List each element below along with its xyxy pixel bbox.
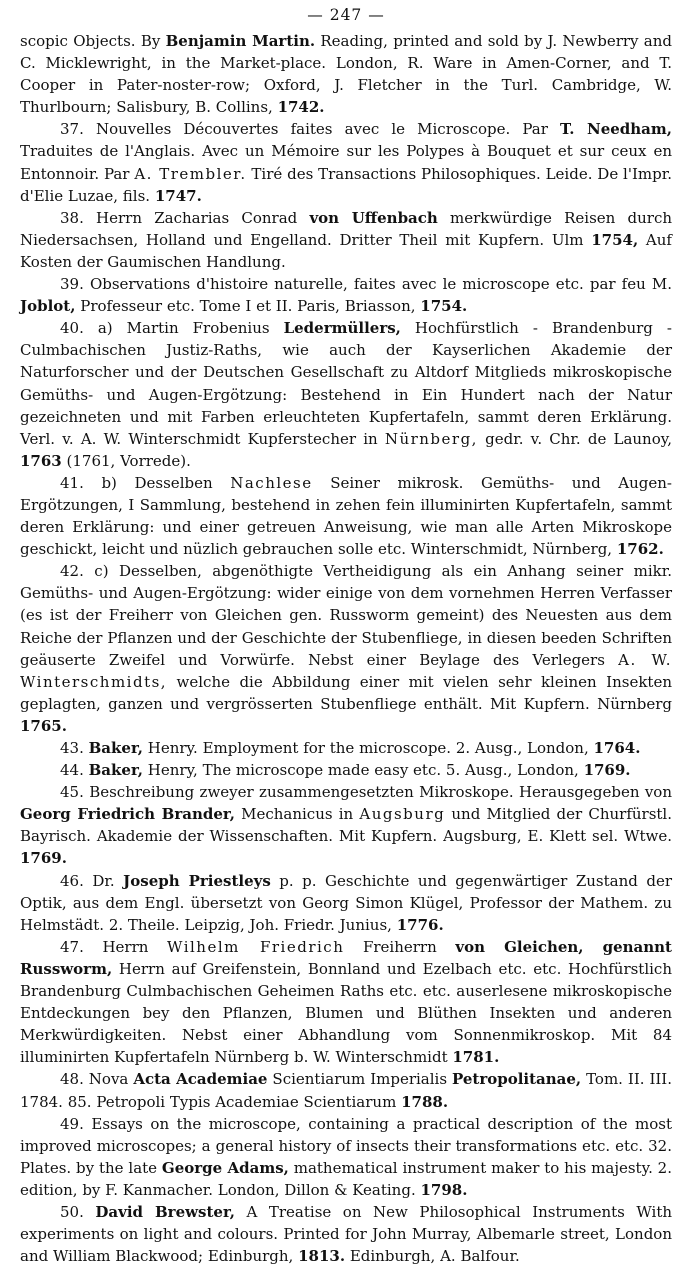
entry-text: Scientiarum Imperialis (267, 1070, 452, 1089)
bold-text: Acta Academiae (133, 1070, 268, 1089)
entry-text: Traduites de l'Anglais. Avec un Mémoire sur les Polypes à Bouquet et sur ceux en Entonnoir. Par (20, 142, 672, 183)
bold-text: David Brewster, (95, 1202, 235, 1221)
page-number-dash-right: — (362, 6, 385, 24)
bold-text: Georg Friedrich Brander, (20, 805, 235, 824)
spaced-text: Wilhelm Friedrich (167, 937, 345, 956)
entry-text: merkwürdige Reisen durch Niedersachsen, Holland und Engelland. Dritter Theil mit Kupfern. Ulm (20, 208, 673, 249)
page-number-dash-left: — (307, 6, 330, 24)
spaced-text: A. Trembler. (134, 164, 247, 183)
bold-text: 1781. (452, 1048, 500, 1067)
entry-text: Mechanicus in (234, 805, 360, 824)
entry-text: Henry. Employment for the microscope. 2. Ausg., London, (143, 739, 594, 757)
bold-text: Petropolitanae, (451, 1070, 582, 1089)
entry-text: 50. (60, 1202, 96, 1221)
bold-text: Ledermüllers, (283, 319, 401, 338)
bibliography-entry-46 (20, 870, 672, 936)
bold-text: 1769. (20, 849, 67, 868)
entry-text: Hochfürstlich - Brandenburg - Culmbachischen Justiz-Raths, wie auch der Kayserlichen Akademie der Naturforscher und der Deutschen Gesellschaft zu Altdorf Mitglieds mikroskopische Gemüths- und Augen-Ergötzung: Bestehend in Ein Hundert nach der Natur gezeichneten und mit Farben erleuchteten Kupfertafeln, sammt deren Erklärung. Verl. v. A. W. Winterschmidt Kupferstecher in (20, 319, 672, 448)
bold-text: 1769. (583, 761, 631, 780)
entry-text: 38. Herrn Zacharias Conrad (60, 208, 310, 227)
bold-text: 1747. (154, 186, 202, 205)
bold-text: Benjamin Martin. (165, 32, 316, 50)
entry-text: 49. Essays on the microscope, containing a practical description of the most improved microscopes; a general history of insects their transformations etc. etc. 32. Plates. by the late (20, 1114, 672, 1177)
entry-text: gedr. v. Chr. de Launoy, (477, 429, 672, 448)
bold-text: Baker, (88, 761, 143, 780)
bold-text: Joseph Priestleys (123, 871, 271, 890)
bibliography-entry-47 (20, 936, 672, 1069)
bibliography-entry-45 (20, 781, 672, 869)
entry-text: 37. Nouvelles Découvertes faites avec le Microscope. Par (60, 120, 560, 139)
spaced-text: Nürnberg, (384, 429, 478, 448)
bibliography-entry-48 (20, 1068, 672, 1112)
bibliography-entry-39 (20, 273, 672, 317)
bold-text: 1765. (20, 716, 67, 735)
entry-text: p. p. Geschichte und gegenwärtiger Zustand der Optik, aus dem Engl. übersetzt von Georg Simon Klügel, Professor der Mathem. zu Helmstädt. 2. Theile. Leipzig, Joh. Friedr. Junius, (20, 871, 672, 934)
bold-text: 1764. (593, 739, 641, 757)
entry-text: Tiré des Transactions Philosophiques. Leide. De l'Impr. d'Elie Luzae, fils. (20, 164, 672, 205)
entry-text: Reading, printed and sold by J. Newberry and C. Micklewright, in the Market-place. London, R. Ware in Amen-Corner, and T. Cooper in Pater-noster-row; Oxford, J. Fletcher in the Turl. Cambridge, W. Thurlbourn; Salisbury, B. Collins, (20, 32, 672, 117)
bold-text: Joblot, (20, 297, 76, 316)
bold-text: T. Needham, (559, 120, 672, 139)
bibliography-entry-38 (20, 207, 672, 273)
entry-text: Tom. II. III. 1784. 85. Petropoli Typis Academiae Scientiarum (20, 1070, 672, 1111)
entry-text: 40. a) Martin Frobenius (60, 319, 284, 338)
entry-text: mathematical instrument maker to his majesty. 2. edition, by F. Kanmacher. London, Dillon & Keating. (20, 1158, 672, 1199)
entry-text: welche die Abbildung einer mit vielen sehr kleinen Insekten geplagten, ganzen und vergrösserten Stubenfliege enthält. Mit Kupfern. Nürnberg (20, 672, 672, 713)
bibliography-entry-43 (20, 737, 672, 759)
bibliography-entry-42 (20, 560, 672, 737)
bold-text: George Adams, (161, 1158, 289, 1177)
bold-text: 1813. (298, 1247, 346, 1266)
bold-text: 1754, (591, 230, 639, 249)
bold-text: 1776. (396, 915, 444, 934)
entry-text: A Treatise on New Philosophical Instruments With experiments on light and colours. Printed for John Murray, Albemarle street, London and William Blackwood; Edinburgh, (20, 1202, 673, 1266)
entry-text: Edinburgh, A. Balfour. (345, 1247, 520, 1266)
bibliography-entry-41 (20, 472, 672, 560)
entry-text: 48. Nova (60, 1070, 134, 1089)
entry-text: 44. (60, 761, 89, 780)
entry-text: 46. Dr. (60, 871, 124, 890)
entry-text: 39. Observations d'histoire naturelle, faites avec le microscope etc. par feu M. (60, 275, 672, 294)
entry-text: (1761, Vorrede). (61, 451, 191, 470)
bold-text: 1788. (401, 1092, 449, 1111)
entry-text: und Mitglied der Churfürstl. Bayrisch. Akademie der Wissenschaften. Mit Kupfern. Augsburg, E. Klett sel. Wtwe. (20, 805, 672, 846)
entry-text: 42. c) Desselben, abgenöthigte Vertheidigung als ein Anhang seiner mikr. Gemüths- und Augen-Ergötzung: wider einige von dem vornehmen Herren Verfasser (es ist der Freiherr von Gleichen gen. Russworm gemeint) des Neuesten aus dem Reiche der Pflanzen und der Geschichte der Stubenfliege, in diesen beeden Schriften geäuserte Zweifel und Vorwürfe. Nebst einer Beylage des Verlegers (20, 562, 672, 669)
bibliography-entry-44 (20, 759, 672, 781)
entry-text: 43. (60, 739, 89, 757)
bold-text: von Uffenbach (309, 208, 438, 227)
bibliography-entry-36-cont (20, 30, 672, 118)
bold-text: 1762. (616, 540, 664, 559)
bold-text: 1754. (420, 297, 468, 316)
entry-text: scopic Objects. By (20, 32, 166, 50)
entry-text: Seiner mikrosk. Gemüths- und Augen-Ergötzungen, I Sammlung, bestehend in zehen fein illuminirten Kupfertafeln, sammt deren Erklärung: und einer getreuen Anweisung, wie man alle Arten Mikroskope geschickt, leicht und nüzlich gebrauchen solle etc. Winterschmidt, Nürnberg, (20, 473, 672, 559)
entry-text: 41. b) Desselben (60, 473, 231, 492)
entry-text: Herrn auf Greifenstein, Bonnland und Ezelbach etc. etc. Hochfürstlich Brandenburg Culmbachischen Geheimen Raths etc. etc. auserlesene mikroskopische Entdeckungen bey den Pflanzen, Blumen und Blüthen Insekten und anderen Merkwürdigkeiten. Nebst einer Abhandlung vom Sonnenmikroskop. Mit 84 illuminirten Kupfertafeln Nürnberg b. W. Winterschmidt (20, 959, 672, 1067)
entry-text: Henry, The microscope made easy etc. 5. Ausg., London, (143, 761, 584, 780)
page-number (20, 4, 672, 26)
bibliography-entry-49 (20, 1113, 672, 1201)
spaced-text: Nachlese (230, 473, 313, 492)
bibliography-list (20, 30, 672, 1267)
bold-text: 1742. (277, 98, 325, 117)
bibliography-entry-50 (20, 1201, 672, 1267)
entry-text: 45. Beschreibung zweyer zusammengesetzten Mikroskope. Herausgegeben von (60, 783, 672, 802)
bold-text: 1763 (20, 451, 62, 470)
bold-text: von Gleichen, genannt Russworm, (20, 937, 672, 978)
spaced-text: A. W. Winterschmidts, (20, 650, 673, 691)
page-number-value: 247 (329, 6, 363, 24)
spaced-text: Augsburg (359, 805, 446, 824)
bibliography-entry-40 (20, 317, 672, 472)
entry-text: Freiherrn (344, 937, 456, 956)
entry-text: 47. Herrn (60, 937, 168, 956)
entry-text: Professeur etc. Tome I et II. Paris, Briasson, (75, 297, 421, 316)
bold-text: Baker, (88, 739, 143, 757)
bibliography-entry-37 (20, 118, 672, 206)
bold-text: 1798. (420, 1180, 468, 1199)
entry-text: Auf Kosten der Gaumischen Handlung. (20, 230, 672, 271)
